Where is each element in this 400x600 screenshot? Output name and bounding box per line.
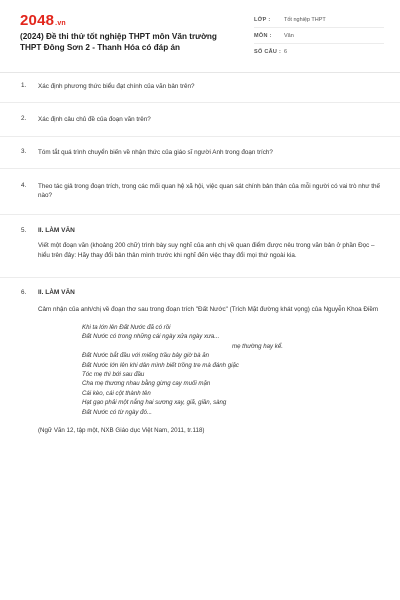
question-3 [0, 137, 400, 169]
meta-row-subject [254, 28, 384, 44]
question-number: 2. [21, 115, 27, 122]
question-4 [0, 169, 400, 215]
logo-text: 2048 [20, 12, 55, 29]
question-text: Tóm tắt quá trình chuyển biến về nhận thức của giáo sĩ người Anh trong đoạn trích? [38, 149, 273, 156]
question-number: 1. [21, 82, 27, 89]
meta-value: 6 [284, 48, 288, 55]
poem-line: Cha mẹ thương nhau bằng gừng cay muối mặn [82, 380, 211, 388]
question-number: 5. [21, 227, 27, 234]
logo-suffix: .vn [55, 20, 66, 27]
question-body: Cảm nhận của anh/chị về đoạn thơ sau trong đoạn trích "Đất Nước" (Trích Mặt đường khát vọng) của Nguyễn Khoa Điềm [38, 306, 379, 313]
poem-line: Đất Nước có trong những cái ngày xửa ngày xưa... [82, 333, 220, 341]
meta-value: Văn [284, 32, 294, 39]
poem-line: Đất Nước lớn lên khi dân mình biết trồng tre mà đánh giặc [82, 361, 239, 369]
question-number: 3. [21, 148, 27, 155]
exam-meta [254, 12, 384, 59]
poem-excerpt [38, 323, 380, 417]
meta-row-count [254, 44, 384, 59]
poem-source: (Ngữ Văn 12, tập một, NXB Giáo dục Việt Nam, 2011, tr.118) [38, 427, 205, 435]
question-list [0, 72, 400, 508]
question-body: Viết một đoạn văn (khoảng 200 chữ) trình bày suy nghĩ của anh chị về quan điểm được nêu trong văn bản ở phần Đọc – hiểu trên đây: Hãy thay đổi bản thân mình trước khi nghĩ đến việc thay đổi mọi thứ ngoài kia. [38, 242, 375, 259]
meta-key: SỐ CÂU : [254, 48, 282, 55]
question-heading: II. LÀM VĂN [38, 227, 75, 234]
question-2 [0, 103, 400, 137]
poem-line: Cái kèo, cái cột thành tên [82, 389, 151, 397]
question-5 [0, 215, 400, 278]
question-text: Xác định phương thức biểu đạt chính của văn bản trên? [38, 83, 195, 90]
meta-key: LỚP : [254, 16, 271, 23]
site-logo[interactable] [20, 12, 66, 29]
poem-line: Đất Nước có từ ngày đó... [82, 408, 153, 416]
poem-line: Đất Nước bắt đầu với miếng trầu bây giờ bà ăn [82, 352, 210, 360]
meta-row-class [254, 12, 384, 28]
question-number: 6. [21, 289, 27, 296]
question-text: Xác định câu chủ đề của đoạn văn trên? [38, 116, 151, 123]
header [0, 0, 400, 73]
poem-line: Khi ta lớn lên Đất Nước đã có rồi [82, 323, 171, 331]
poem-line: mẹ thường hay kể. [232, 342, 283, 350]
poem-line: Hạt gạo phải một nắng hai sương xay, giã, giần, sàng [82, 399, 227, 407]
question-text: Theo tác giả trong đoạn trích, trong các mối quan hệ xã hội, việc quan sát chính bản thân của mỗi người có vai trò như thế nào? [38, 183, 380, 200]
meta-key: MÔN : [254, 32, 272, 39]
meta-value: Tốt nghiệp THPT [284, 16, 326, 23]
question-6 [0, 278, 400, 508]
question-number: 4. [21, 182, 27, 189]
exam-title: (2024) Đề thi thử tốt nghiệp THPT môn Văn trường THPT Đông Sơn 2 - Thanh Hóa có đáp án [20, 32, 217, 52]
question-heading: II. LÀM VĂN [38, 289, 75, 296]
question-1 [0, 72, 400, 103]
poem-line: Tóc mẹ thì bới sau đầu [82, 370, 145, 378]
